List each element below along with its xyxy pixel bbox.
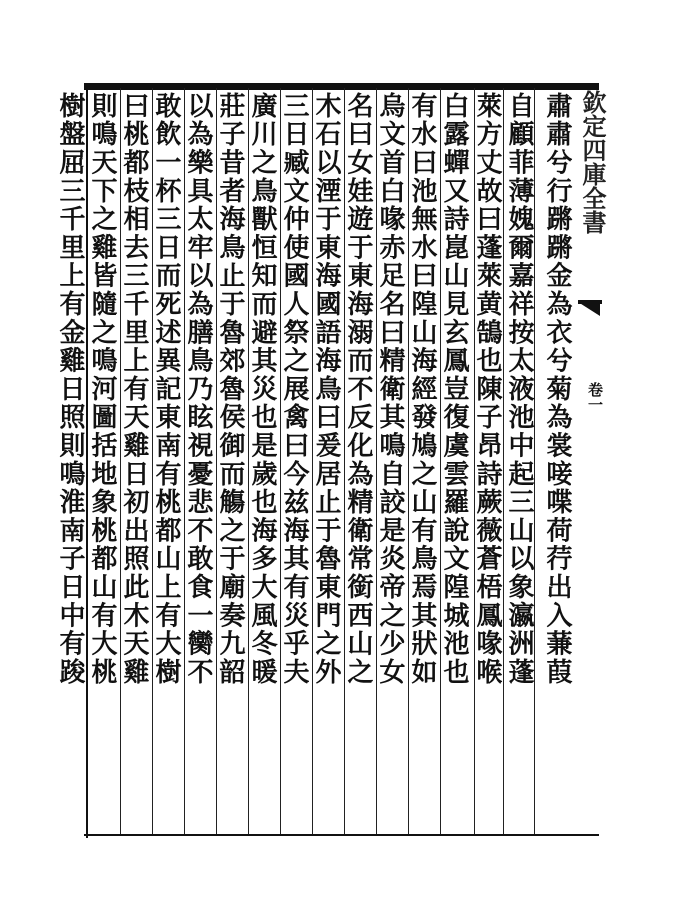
text-column: 自顧菲薄媿爾嘉祥按太液池中起三山以象瀛洲蓬 <box>504 92 534 687</box>
text-column: 以為樂具太牢以為膳鳥乃眩視憂悲不敢食一臠不 <box>183 92 213 687</box>
frame-bottom-border <box>84 834 599 836</box>
text-column: 木石以湮于東海國語海鳥曰爰居止于魯東門之外 <box>311 92 341 687</box>
text-column: 有水曰池無水曰隍山海經發鳩之山有鳥焉其狀如 <box>407 92 437 687</box>
text-column: 敢飲一杯三日而死述異記東南有桃都山上有大樹 <box>151 92 181 687</box>
text-column: 莊子昔者海鳥止于魯郊魯侯御而觴之于廟奏九韶 <box>215 92 245 687</box>
text-column: 三日臧文仲使國人祭之展禽曰今兹海其有災乎夫 <box>279 92 309 687</box>
text-column: 則鳴天下之雞皆隨之鳴河圖括地象桃都山有大桃 <box>87 92 117 687</box>
text-column: 萊方丈故曰蓬萊黄鵠也陳子昂詩蕨薇蒼梧鳳喙喉 <box>472 92 502 687</box>
text-column: 名曰女娃遊于東海溺而不反化為精衛常銜西山之 <box>343 92 373 687</box>
text-column: 烏文首白喙赤足名曰精衛其鳴自詨是炎帝之少女 <box>375 92 405 687</box>
frame-top-border <box>84 83 599 90</box>
text-column: 曰桃都枝相去三千里上有天雞日初出照此木天雞 <box>119 92 149 687</box>
text-column: 樹盤屈三千里上有金雞日照則鳴淮南子日中有踆 <box>55 92 85 687</box>
fishtail-mark <box>578 302 600 316</box>
text-column: 白露蟬又詩崑山見玄鳳豈復虞雲羅說文隍城池也 <box>439 92 469 687</box>
margin-book-title: 欽定四庫全書 <box>578 90 607 234</box>
text-column: 廣川之鳥獸恒知而避其災也是歲也海多大風冬暖 <box>247 92 277 687</box>
margin-volume-label: 卷一 <box>586 382 604 412</box>
text-column: 肅肅兮行蹡蹡金為衣兮菊為裳唼喋荷荇出入蒹葭 <box>542 92 572 687</box>
